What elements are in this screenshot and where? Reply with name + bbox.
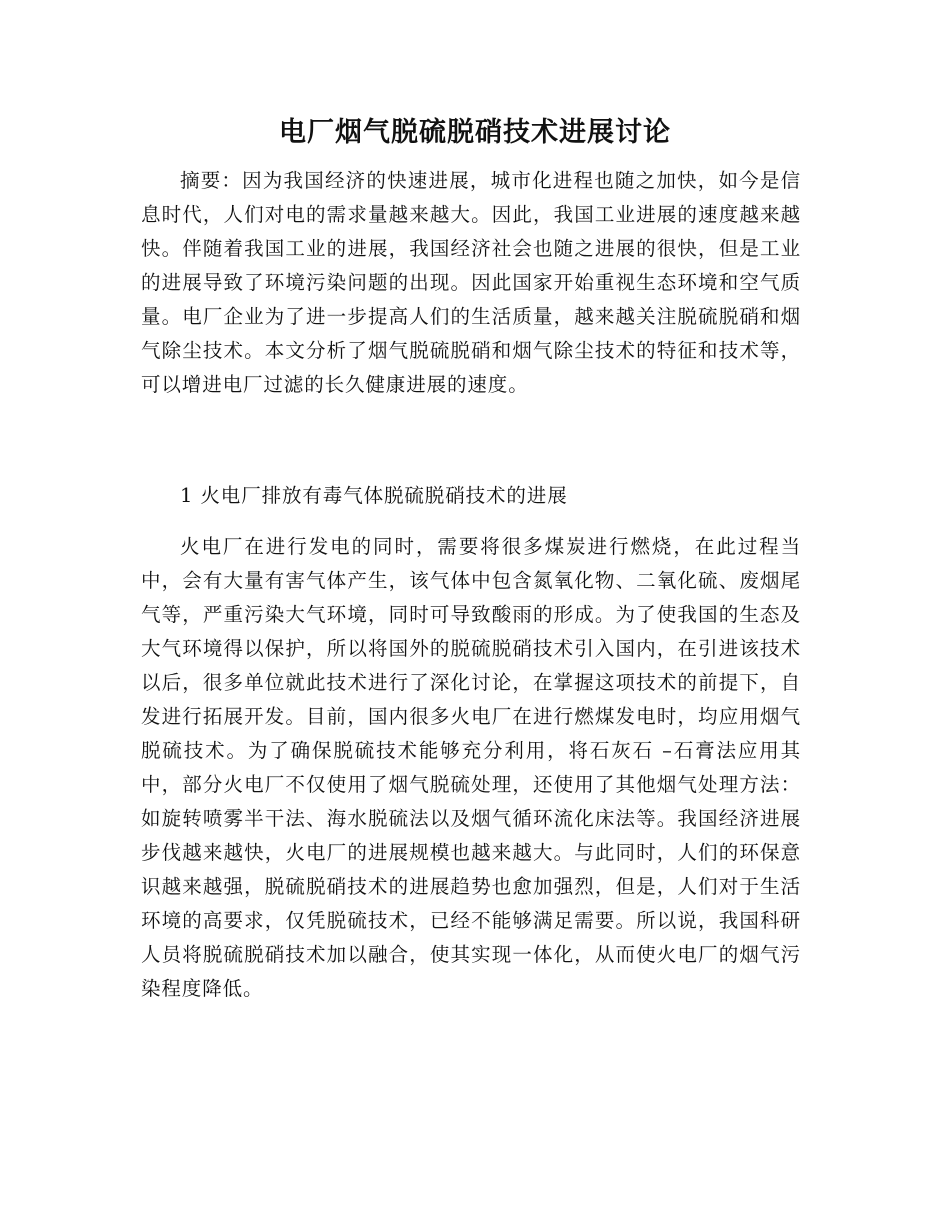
section-heading: 1 火电厂排放有毒气体脱硫脱硝技术的进展: [180, 484, 568, 507]
document-title: 电厂烟气脱硫脱硝技术进展讨论: [279, 117, 671, 148]
abstract-paragraph: 摘要：因为我国经济的快速进展，城市化进程也随之加快，如今是信息时代，人们对电的需求量越来越大。因此，我国工业进展的速度越来越快。伴随着我国工业的进展，我国经济社会也随之进展的很快，但是工业的进展导致了环境污染问题的出现。因此国家开始重视生态环境和空气质量。电厂企业为了进一步提高人们的生活质量，越来越关注脱硫脱硝和烟气除尘技术。本文分析了烟气脱硫脱硝和烟气除尘技术的特征和技术等，可以增进电厂过滤的长久健康进展的速度。: [141, 169, 801, 396]
section-body-paragraph: 火电厂在进行发电的同时，需要将很多煤炭进行燃烧，在此过程当中，会有大量有害气体产生，该气体中包含氮氧化物、二氧化硫、废烟尾气等，严重污染大气环境，同时可导致酸雨的形成。为了使我国的生态及大气环境得以保护，所以将国外的脱硫脱硝技术引入国内，在引进该技术以后，很多单位就此技术进行了深化讨论，在掌握这项技术的前提下，自发进行拓展开发。目前，国内很多火电厂在进行燃煤发电时，均应用烟气脱硫技术。为了确保脱硫技术能够充分利用，将石灰石 –石膏法应用其中，部分火电厂不仅使用了烟气脱硫处理，还使用了其他烟气处理方法：如旋转喷雾半干法、海水脱硫法以及烟气循环流化床法等。我国经济进展步伐越来越快，火电厂的进展规模也越来越大。与此同时，人们的环保意识越来越强，脱硫脱硝技术的进展趋势也愈加强烈，但是，人们对于生活环境的高要求，仅凭脱硫技术，已经不能够满足需要。所以说，我国科研人员将脱硫脱硝技术加以融合，使其实现一体化，从而使火电厂的烟气污染程度降低。: [141, 535, 801, 1000]
